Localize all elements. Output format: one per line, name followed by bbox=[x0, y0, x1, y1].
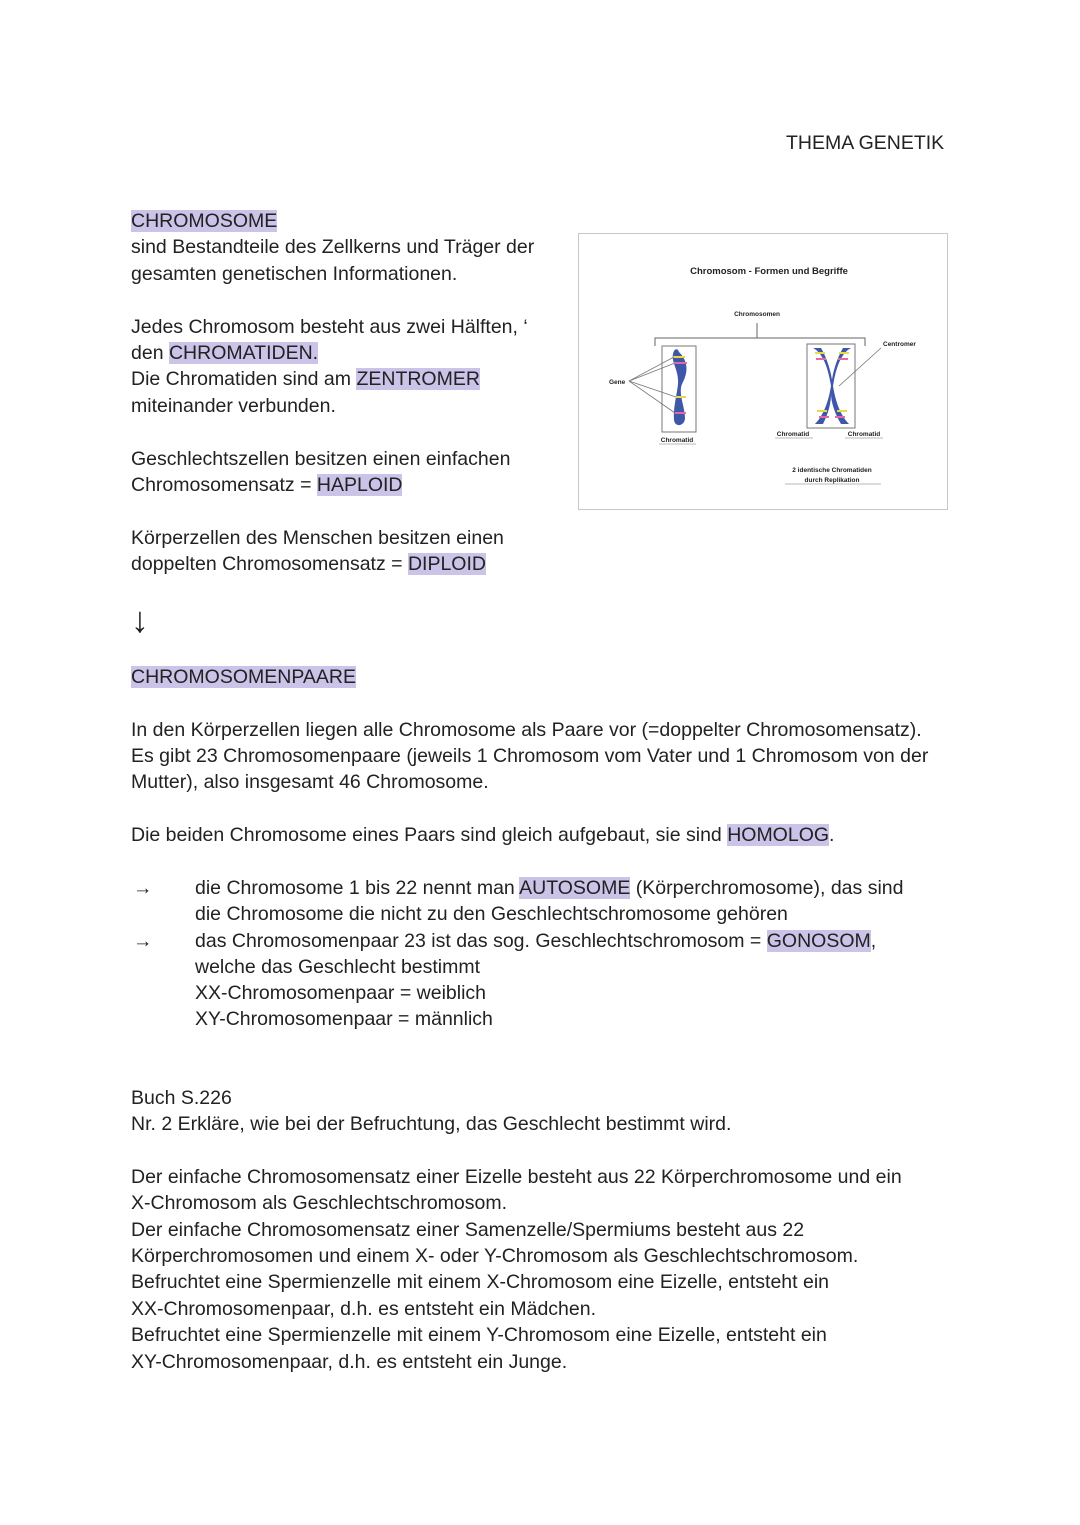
answer-line: Befruchtet eine Spermienzelle mit einem Y-Chromosom eine Eizelle, entsteht ein bbox=[131, 1324, 827, 1346]
x-band bbox=[817, 410, 827, 412]
gene-pointer bbox=[629, 381, 676, 397]
section-heading-chromosome bbox=[131, 208, 277, 234]
bullet-line: welche das Geschlecht bestimmt bbox=[195, 956, 481, 978]
x-band bbox=[839, 352, 849, 354]
figure-label-chromosomen: Chromosomen bbox=[734, 311, 780, 318]
pairs-line: Mutter), also insgesamt 46 Chromosome. bbox=[131, 771, 489, 793]
figure-label-centromer: Centromer bbox=[883, 341, 916, 348]
highlight-term: CHROMOSOME bbox=[131, 210, 278, 232]
highlight-term: DIPLOID bbox=[407, 553, 486, 575]
chromatid-line: miteinander verbunden. bbox=[131, 395, 336, 417]
gene-band bbox=[673, 356, 685, 358]
answer-line: Befruchtet eine Spermienzelle mit einem X-Chromosom eine Eizelle, entsteht ein bbox=[131, 1271, 830, 1293]
diploid-line: Körperzellen des Menschen besitzen einen bbox=[131, 527, 504, 549]
bullet-line: XX-Chromosomenpaar = weiblich bbox=[195, 982, 487, 1004]
answer-line: X-Chromosom als Geschlechtschromosom. bbox=[131, 1192, 508, 1214]
bullet-line: XY-Chromosomenpaar = männlich bbox=[195, 1008, 493, 1030]
diploid-line: doppelten Chromosomensatz = DIPLOID bbox=[131, 553, 486, 575]
answer-line: XY-Chromosomenpaar, d.h. es entsteht ein Junge. bbox=[131, 1351, 568, 1373]
intro-line: gesamten genetischen Informationen. bbox=[131, 263, 458, 285]
homolog-line: Die beiden Chromosome eines Paars sind gleich aufgebaut, sie sind HOMOLOG. bbox=[131, 824, 835, 846]
page-title: THEMA GENETIK bbox=[786, 132, 945, 154]
gene-band bbox=[676, 396, 686, 398]
highlight-term: CHROMATIDEN. bbox=[168, 342, 319, 364]
figure-title: Chromosom - Formen und Begriffe bbox=[690, 266, 848, 277]
x-band bbox=[819, 416, 829, 418]
x-band bbox=[835, 416, 845, 418]
chromatid-line: Jedes Chromosom besteht aus zwei Hälften, ‘ bbox=[131, 316, 528, 338]
x-band bbox=[838, 358, 848, 360]
bullet-line: das Chromosomenpaar 23 ist das sog. Geschlechtschromosom = GONOSOM, bbox=[195, 930, 877, 952]
x-band bbox=[816, 358, 826, 360]
figure-caption-line1: 2 identische Chromatiden bbox=[792, 467, 872, 474]
figure-label-gene: Gene bbox=[609, 379, 626, 386]
pairs-line: Es gibt 23 Chromosomenpaare (jeweils 1 Chromosom vom Vater und 1 Chromosom von der bbox=[131, 745, 929, 767]
task-question: Nr. 2 Erkläre, wie bei der Befruchtung, das Geschlecht bestimmt wird. bbox=[131, 1113, 732, 1135]
section-heading-pairs bbox=[131, 664, 356, 690]
answer-line: XX-Chromosomenpaar, d.h. es entsteht ein Mädchen. bbox=[131, 1298, 597, 1320]
highlight-term: AUTOSOME bbox=[519, 877, 631, 899]
chromatid-line: Die Chromatiden sind am ZENTROMER bbox=[131, 368, 480, 390]
highlight-term: HAPLOID bbox=[316, 474, 403, 496]
answer-line: Der einfache Chromosomensatz einer Eizelle besteht aus 22 Körperchromosome und ein bbox=[131, 1166, 902, 1188]
book-reference: Buch S.226 bbox=[131, 1087, 232, 1109]
bracket-line bbox=[655, 338, 865, 346]
highlight-term: GONOSOM bbox=[766, 930, 871, 952]
highlight-term: ZENTROMER bbox=[356, 368, 480, 390]
bullet-line: die Chromosome die nicht zu den Geschlechtschromosome gehören bbox=[195, 903, 788, 925]
chromosome-diagram bbox=[579, 234, 949, 511]
highlight-term: CHROMOSOMENPAARE bbox=[131, 666, 356, 688]
gene-pointer bbox=[629, 357, 674, 381]
gene-band bbox=[674, 362, 687, 364]
answer-line: Der einfache Chromosomensatz einer Samenzelle/Spermiums besteht aus 22 bbox=[131, 1219, 805, 1241]
haploid-line: Chromosomensatz = HAPLOID bbox=[131, 474, 403, 496]
figure-label-chromatid-mid: Chromatid bbox=[776, 431, 810, 438]
right-arrow-icon: → bbox=[133, 930, 153, 952]
chromatid-line: den CHROMATIDEN. bbox=[131, 342, 319, 364]
figure-caption-line2: durch Replikation bbox=[804, 477, 860, 484]
x-band bbox=[815, 352, 825, 354]
gene-band bbox=[675, 412, 686, 414]
gene-pointer bbox=[629, 363, 675, 381]
haploid-line: Geschlechtszellen besitzen einen einfachen bbox=[131, 448, 511, 470]
intro-line: sind Bestandteile des Zellkerns und Träger der bbox=[131, 236, 535, 258]
highlight-term: HOMOLOG bbox=[727, 824, 830, 846]
figure-label-chromatid-left: Chromatid bbox=[660, 437, 694, 444]
pairs-line: In den Körperzellen liegen alle Chromosome als Paare vor (=doppelter Chromosomensatz). bbox=[131, 719, 922, 741]
bullet-line: die Chromosome 1 bis 22 nennt man AUTOSOME (Körperchromosome), das sind bbox=[195, 877, 904, 899]
x-band bbox=[837, 410, 847, 412]
down-arrow-icon: ↓ bbox=[131, 599, 149, 640]
right-arrow-icon: → bbox=[133, 877, 153, 899]
chromosome-figure bbox=[578, 233, 948, 510]
gene-pointer bbox=[629, 381, 675, 413]
answer-line: Körperchromosomen und einem X- oder Y-Chromosom als Geschlechtschromosom. bbox=[131, 1245, 859, 1267]
figure-label-chromatid-right: Chromatid bbox=[847, 431, 881, 438]
